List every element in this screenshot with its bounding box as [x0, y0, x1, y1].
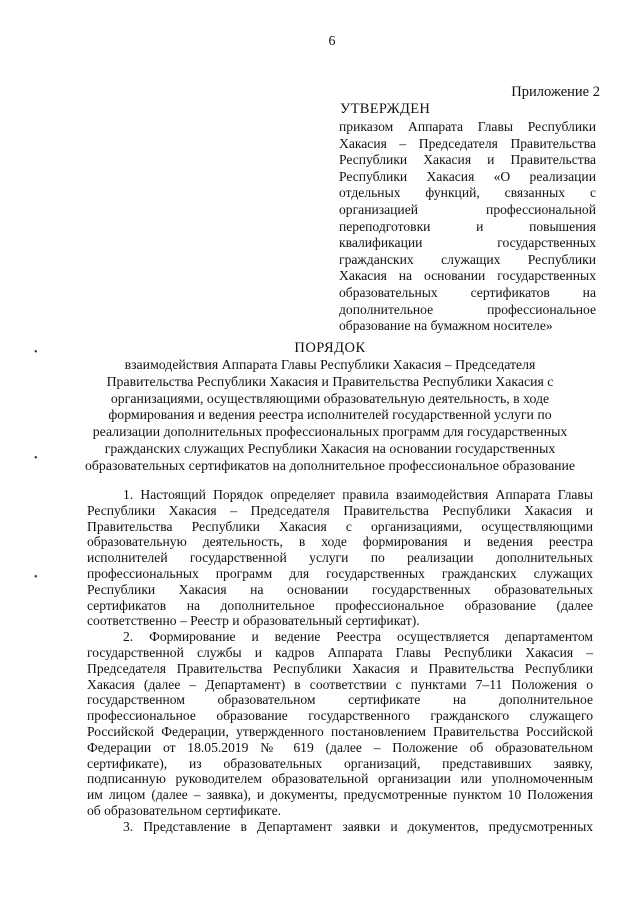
approval-line: квалификации государственных — [339, 235, 596, 251]
body-line: Республики Хакасия на основании государственных образовательных — [87, 581, 593, 597]
body-line: Российской Федерации, утвержденного постановлением Правительства Российской — [87, 723, 593, 739]
approval-block — [339, 119, 596, 335]
body-line: 3. Представление в Департамент заявки и документов, предусмотренных — [123, 818, 593, 834]
body-line: соответственно – Реестр и образовательный сертификат). — [87, 613, 420, 629]
body-line: исполнителей государственной услуги по реализации дополнительных — [87, 550, 593, 566]
order-subtitle — [70, 357, 590, 475]
approval-line: организацией профессиональной — [339, 201, 596, 217]
approval-line: приказом Аппарата Главы Республики — [339, 119, 596, 134]
body-line: сертификате), из образовательных организаций, представивших заявку, — [87, 755, 593, 771]
subtitle-line: Правительства Республики Хакасия и Правительства Республики Хакасия с — [106, 373, 554, 389]
approval-line: отдельных функций, связанных с — [339, 185, 596, 201]
approval-line: образование на бумажном носителе» — [339, 318, 553, 334]
paragraph-1 — [87, 487, 593, 629]
approval-line: переподготовки и повышения — [339, 218, 596, 234]
document-body — [87, 487, 593, 835]
body-line: сертификатов на дополнительное профессиональное образование (далее — [87, 597, 593, 613]
scan-dot-mark: • — [34, 347, 38, 358]
approval-line: дополнительное профессиональное — [339, 301, 596, 317]
body-line: государственной службы и кадров Аппарата Главы Республики Хакасия – — [87, 644, 593, 660]
body-line: об образовательном сертификате. — [87, 802, 282, 818]
approval-line: гражданских служащих Республики — [339, 251, 596, 267]
order-title: ПОРЯДОК — [294, 340, 366, 356]
subtitle-line: взаимодействия Аппарата Главы Республики Хакасия – Председателя — [124, 357, 536, 372]
body-line: Председателя Правительства Республики Хакасия и Правительства Республики — [87, 660, 593, 676]
body-line: Правительства Республики Хакасия с организациями, осуществляющими — [87, 518, 593, 534]
paragraph-2 — [87, 629, 593, 819]
approval-line: образовательных сертификатов на — [339, 284, 596, 300]
subtitle-line: образовательных сертификатов на дополнительное профессиональное образование — [85, 457, 575, 473]
scan-dot-mark: • — [34, 453, 38, 464]
approval-line: Хакасия – Председателя Правительства — [339, 135, 596, 151]
subtitle-line: формирования и ведения реестра исполнителей государственной услуги по — [108, 407, 552, 423]
page-number: 6 — [328, 34, 336, 49]
approval-line: Республики Хакасия и Правительства — [339, 152, 596, 168]
approved-heading: УТВЕРЖДЕН — [340, 101, 431, 117]
approval-line: Республики Хакасия «О реализации — [339, 168, 596, 184]
subtitle-line: реализации дополнительных профессиональных программ для государственных — [92, 424, 568, 440]
body-line: Хакасия (далее – Департамент) в соответствии с пунктами 7–11 Положения о — [87, 676, 593, 692]
body-line: Федерации от 18.05.2019 № 619 (далее – Положение об образовательном — [87, 739, 593, 755]
subtitle-line: гражданских служащих Республики Хакасия на основании государственных — [104, 440, 556, 456]
body-line: Республики Хакасия – Председателя Правительства Республики Хакасия и — [87, 502, 593, 518]
body-line: 2. Формирование и ведение Реестра осуществляется департаментом — [123, 629, 593, 645]
paragraph-3 — [87, 819, 593, 835]
body-line: 1. Настоящий Порядок определяет правила взаимодействия Аппарата Главы — [123, 487, 593, 502]
approval-line: Хакасия на основании государственных — [339, 268, 596, 284]
appendix-label: Приложение 2 — [511, 84, 600, 100]
body-line: подписанную руководителем образовательной организации или уполномоченным — [87, 771, 593, 787]
scan-dot-mark: • — [34, 572, 38, 583]
subtitle-line: организациями, осуществляющими образовательную деятельность, в ходе — [110, 390, 550, 406]
body-line: профессиональное образование государственного гражданского служащего — [87, 708, 593, 724]
body-line: им лицом (далее – заявка), и документы, предусмотренные пунктом 10 Положения — [87, 787, 593, 803]
body-line: образовательную деятельность, в ходе формирования и ведения реестра — [87, 534, 593, 550]
body-line: профессиональных программ для государственных гражданских служащих — [87, 565, 593, 581]
body-line: государственном образовательном сертификате на дополнительное — [87, 692, 593, 708]
